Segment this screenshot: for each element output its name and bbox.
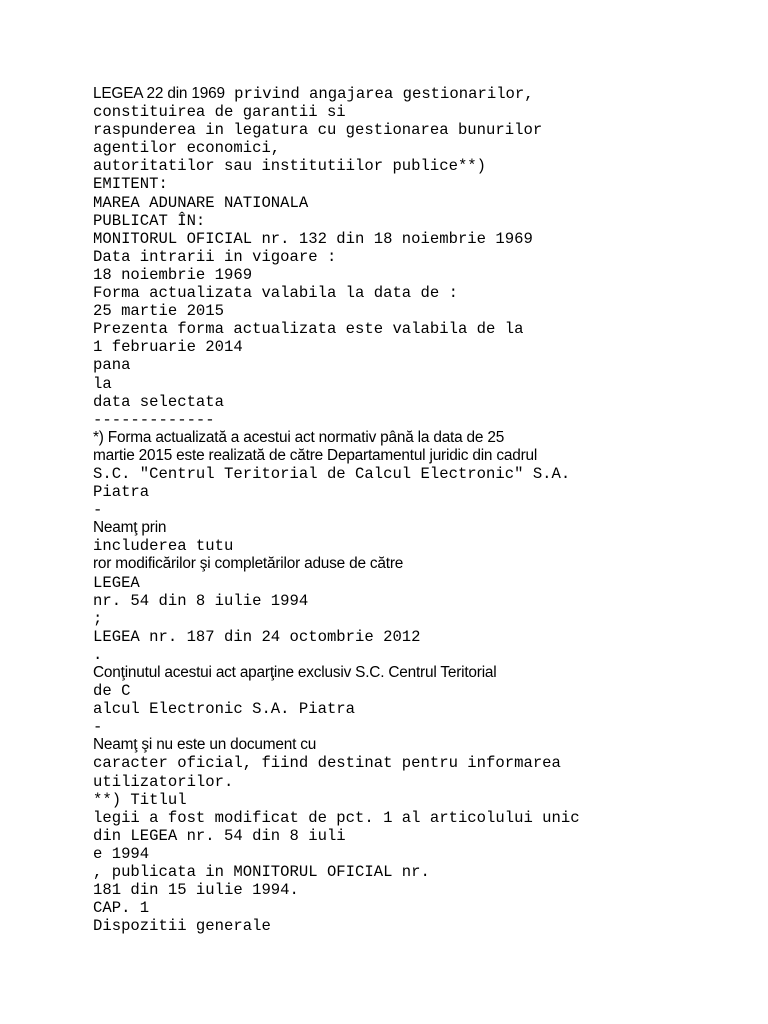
text-line — [93, 881, 753, 899]
text-segment: 1 februarie 2014 — [93, 338, 243, 357]
text-segment: PUBLICAT ÎN: — [93, 211, 206, 230]
text-line — [93, 682, 753, 700]
text-segment: din LEGEA nr. 54 din 8 iuli — [93, 826, 346, 845]
text-line — [93, 139, 753, 157]
text-line — [93, 899, 753, 917]
text-segment: Neamţ şi nu este un document cu — [93, 736, 317, 754]
text-segment: de C — [93, 682, 131, 701]
text-segment: ------------- — [93, 410, 215, 429]
text-line — [93, 465, 753, 483]
text-segment: Neamţ prin — [93, 519, 167, 537]
text-segment: . — [93, 645, 103, 664]
text-line — [93, 393, 753, 411]
text-line — [93, 194, 753, 212]
text-line — [93, 827, 753, 845]
text-segment: Dispozitii generale — [93, 917, 271, 936]
text-line — [93, 754, 753, 772]
text-line — [93, 592, 753, 610]
text-line — [93, 266, 753, 284]
text-segment: Prezenta forma actualizata este valabila de la — [93, 320, 524, 339]
text-line — [93, 302, 753, 320]
text-segment: 18 noiembrie 1969 — [93, 265, 253, 284]
text-line — [93, 917, 753, 935]
text-segment: nr. 54 din 8 iulie 1994 — [93, 591, 309, 610]
text-segment: 181 din 15 iulie 1994. — [93, 881, 299, 900]
text-segment: LEGEA nr. 187 din 24 octombrie 2012 — [93, 627, 421, 646]
text-segment: pana — [93, 356, 131, 375]
text-line — [93, 103, 753, 121]
text-line — [93, 501, 753, 519]
text-segment: privind angajarea gestionarilor, — [224, 85, 534, 103]
text-segment: , publicata in MONITORUL OFICIAL nr. — [93, 863, 430, 882]
text-line — [93, 718, 753, 736]
text-line — [93, 284, 753, 302]
text-segment: caracter oficial, fiind destinat pentru informarea — [93, 754, 561, 773]
text-segment: legii a fost modificat de pct. 1 al articolului unic — [93, 808, 580, 827]
text-line — [93, 773, 753, 791]
text-line — [93, 175, 753, 193]
text-line — [93, 736, 753, 754]
text-segment: Data intrarii in vigoare : — [93, 247, 337, 266]
text-line — [93, 338, 753, 356]
text-segment: agentilor economici, — [93, 139, 281, 158]
text-line — [93, 519, 753, 537]
text-segment: e 1994 — [93, 844, 150, 863]
text-segment: S.C. "Centrul Teritorial de Calcul Electronic" S.A. — [93, 464, 571, 483]
text-segment: alcul Electronic S.A. Piatra — [93, 700, 356, 719]
text-segment: 25 martie 2015 — [93, 302, 225, 321]
text-line — [93, 121, 753, 139]
text-segment: utilizatorilor. — [93, 772, 234, 791]
text-line — [93, 809, 753, 827]
text-line — [93, 537, 753, 555]
text-segment: data selectata — [93, 392, 225, 411]
text-segment: **) Titlul — [93, 790, 187, 809]
text-line — [93, 447, 753, 465]
text-segment: MONITORUL OFICIAL nr. 132 din 18 noiembrie 1969 — [93, 229, 533, 248]
text-line — [93, 791, 753, 809]
text-line — [93, 610, 753, 628]
text-segment: includerea tutu — [93, 537, 234, 556]
text-segment: Conţinutul acestui act aparţine exclusiv S.C. Centrul Teritorial — [93, 664, 497, 681]
text-segment: LEGEA 22 din 1969 — [93, 85, 225, 102]
text-line — [93, 248, 753, 266]
text-line — [93, 664, 753, 682]
text-segment: EMITENT: — [93, 175, 168, 194]
document-page — [93, 85, 753, 935]
text-line — [93, 845, 753, 863]
text-segment: autoritatilor sau institutiilor publice**) — [93, 157, 487, 176]
text-segment: Piatra — [93, 483, 150, 502]
text-line — [93, 356, 753, 374]
text-segment: *) Forma actualizată a acestui act normativ până la data de 25 — [93, 428, 505, 446]
text-line — [93, 85, 753, 103]
text-line — [93, 628, 753, 646]
text-line — [93, 483, 753, 501]
text-line — [93, 574, 753, 592]
text-line — [93, 157, 753, 175]
text-segment: LEGEA — [93, 573, 140, 592]
text-line — [93, 555, 753, 573]
text-line — [93, 230, 753, 248]
text-line — [93, 700, 753, 718]
text-segment: MAREA ADUNARE NATIONALA — [93, 193, 309, 212]
text-line — [93, 320, 753, 338]
text-line — [93, 212, 753, 230]
text-line — [93, 646, 753, 664]
text-segment: ; — [93, 609, 103, 628]
text-segment: - — [93, 718, 103, 737]
text-segment: raspunderea in legatura cu gestionarea bunurilor — [93, 121, 543, 140]
text-line — [93, 375, 753, 393]
text-segment: la — [93, 374, 112, 393]
text-segment: constituirea de garantii si — [93, 103, 346, 122]
text-line — [93, 863, 753, 881]
text-segment: ror modificărilor şi completărilor aduse de către — [93, 555, 404, 573]
text-segment: Forma actualizata valabila la data de : — [93, 284, 458, 303]
text-line — [93, 429, 753, 447]
text-segment: - — [93, 501, 103, 520]
text-line — [93, 411, 753, 429]
text-segment: CAP. 1 — [93, 899, 150, 918]
text-segment: martie 2015 este realizată de către Departamentul juridic din cadrul — [93, 446, 538, 464]
